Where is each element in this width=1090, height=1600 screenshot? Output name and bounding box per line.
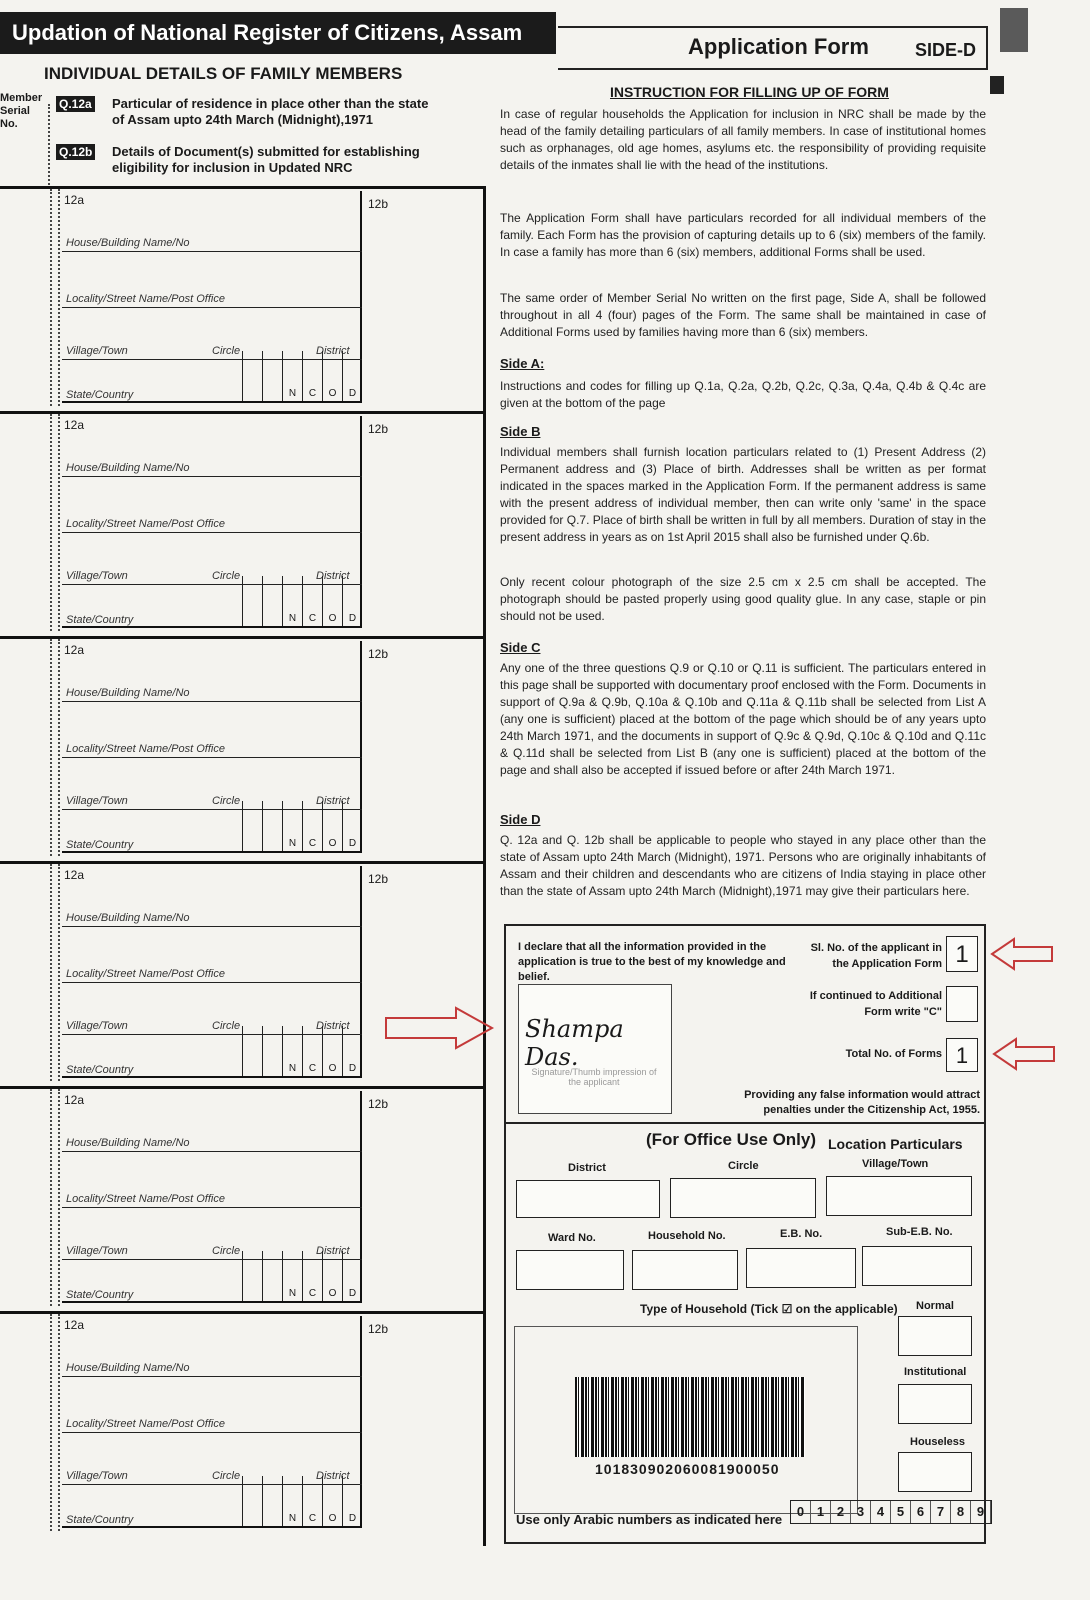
signature-box[interactable] — [518, 984, 672, 1114]
total-field[interactable]: 1 — [946, 1038, 978, 1072]
residence-fields — [62, 191, 362, 403]
circle-field[interactable] — [670, 1178, 816, 1218]
serial-strip — [50, 1089, 60, 1306]
digit-sample: 2 — [831, 1501, 851, 1523]
tag-12a: 12a — [64, 643, 85, 657]
code-box[interactable]: O — [322, 1476, 342, 1526]
tag-12a: 12a — [64, 193, 85, 207]
circle-label: Circle — [212, 570, 241, 582]
question-text: Details of Document(s) submitted for establishing eligibility for inclusion in Updated NRC — [112, 144, 420, 175]
form-name: Application Form — [688, 34, 869, 59]
code-box[interactable]: N — [282, 1026, 302, 1076]
tag-12b: 12b — [368, 197, 389, 211]
code-box[interactable]: D — [342, 351, 362, 401]
member-block — [0, 1311, 486, 1531]
code-box[interactable]: O — [322, 351, 342, 401]
code-box[interactable]: N — [282, 576, 302, 626]
code-box[interactable] — [242, 801, 262, 851]
code-box[interactable] — [262, 1026, 282, 1076]
village-field[interactable] — [826, 1176, 972, 1216]
arrow-right-icon — [384, 1006, 496, 1050]
side-b-text: Individual members shall furnish location particulars related to (1) Present Address (2) Permanent address and (3) Place of birth. Addresses shall be written as per format indicated in the spaces marked in the Application Form. If the permanent address is same with the present address of individual member, then can write only 'same' in the space provided for Q.7. Place of birth shall be written in full by all members. Duration of stay in the present address in years as on 1st April 2015 shall also be furnished under Q.6b. — [500, 445, 986, 544]
code-box[interactable]: C — [302, 1026, 322, 1076]
residence-fields — [62, 416, 362, 628]
serial-strip — [50, 639, 60, 856]
serial-strip — [50, 414, 60, 631]
side-c-heading: Side C — [500, 640, 541, 655]
continued-field[interactable] — [946, 986, 978, 1022]
sl-no-label: Sl. No. of the applicant in the Application Form — [810, 942, 942, 970]
code-box[interactable]: D — [342, 801, 362, 851]
code-box[interactable]: N — [282, 801, 302, 851]
tag-12b: 12b — [368, 872, 389, 886]
state-field[interactable]: State/Country — [66, 1514, 134, 1526]
code-box[interactable]: C — [302, 1251, 322, 1301]
code-box[interactable]: N — [282, 351, 302, 401]
signature-caption: Signature/Thumb impression of the applicant — [531, 1067, 657, 1087]
member-block — [0, 186, 486, 406]
eb-field[interactable] — [746, 1248, 856, 1288]
member-block — [0, 1086, 486, 1306]
household-type-label: Type of Household (Tick ☑ on the applicable) — [640, 1302, 898, 1316]
barcode-area — [514, 1326, 858, 1514]
barcode-icon — [575, 1377, 805, 1457]
question-text: Particular of residence in place other than the state of Assam upto 24th March (Midnight),1971 — [112, 96, 429, 127]
continued-label: If continued to Additional Form write "C" — [809, 990, 942, 1018]
house-field[interactable]: House/Building Name/No — [62, 1316, 362, 1377]
serial-strip — [50, 189, 60, 406]
code-box[interactable]: C — [302, 1476, 322, 1526]
village-field[interactable]: Village/Town Circle District — [62, 1432, 362, 1485]
state-field[interactable]: State/Country — [66, 389, 134, 401]
code-box[interactable]: D — [342, 1476, 362, 1526]
circle-label: Circle — [728, 1160, 759, 1172]
house-field[interactable]: House/Building Name/No — [62, 1091, 362, 1152]
side-a-text: Instructions and codes for filling up Q.1a, Q.2a, Q.2b, Q.2c, Q.3a, Q.4a, Q.4b & Q.4c are given at the bottom of the page — [500, 379, 986, 410]
total-label: Total No. of Forms — [845, 1048, 942, 1060]
code-box[interactable]: C — [302, 576, 322, 626]
member-blocks — [0, 186, 486, 1546]
district-label: District — [316, 795, 350, 807]
state-field[interactable]: State/Country — [66, 1289, 134, 1301]
side-label: SIDE-D — [914, 40, 976, 60]
side-c-text: Any one of the three questions Q.9 or Q.10 or Q.11 is sufficient. The particulars entered in this page shall be supported with documentary proof enclosed with the Form. Documents in support of Q.9a & Q.9b, Q.10a & Q.10b and Q.11a & Q.11b shall be selected from List A (any one is sufficient) placed at the bottom of the page which should be of any years upto 24th March 1971, and the documents in support of Q.9c & Q.9d, Q.10c & Q.10d and Q.11c & Q.11d shall be selected from List B (any one is sufficient) placed at the bottom of the page and shall also be accepted if issued before or after 24th March 1971. — [500, 661, 986, 777]
code-box[interactable]: C — [302, 351, 322, 401]
code-box[interactable]: N — [282, 1251, 302, 1301]
circle-label: Circle — [212, 1470, 241, 1482]
tag-12b: 12b — [368, 422, 389, 436]
house-field[interactable]: House/Building Name/No — [62, 641, 362, 702]
barcode-number: 10183090206008190005​0 — [595, 1461, 780, 1477]
normal-checkbox[interactable] — [898, 1316, 972, 1356]
district-label: District — [316, 1020, 350, 1032]
code-box[interactable] — [242, 1476, 262, 1526]
digit-sample: 0 — [791, 1501, 811, 1523]
code-box[interactable] — [262, 351, 282, 401]
member-block — [0, 636, 486, 856]
code-box[interactable] — [242, 1251, 262, 1301]
household-label: Household No. — [648, 1230, 726, 1242]
dotted-divider — [48, 104, 52, 188]
code-box[interactable] — [262, 1251, 282, 1301]
corner-mark-small — [990, 76, 1004, 94]
ward-field[interactable] — [516, 1250, 624, 1290]
tag-12b: 12b — [368, 647, 389, 661]
side-a-heading: Side A: — [500, 356, 545, 371]
residence-fields — [62, 641, 362, 853]
district-label: District — [316, 570, 350, 582]
arabic-digits — [790, 1500, 992, 1524]
village-field[interactable]: Village/Town Circle District — [62, 307, 362, 360]
code-box[interactable] — [262, 576, 282, 626]
code-box[interactable] — [242, 576, 262, 626]
arrow-left-icon — [990, 936, 1056, 972]
ward-label: Ward No. — [548, 1232, 596, 1244]
section-title: INDIVIDUAL DETAILS OF FAMILY MEMBERS — [44, 64, 403, 83]
house-field[interactable]: House/Building Name/No — [62, 866, 362, 927]
state-field[interactable]: State/Country — [66, 614, 134, 626]
code-box[interactable]: D — [342, 1251, 362, 1301]
houseless-checkbox[interactable] — [898, 1452, 972, 1492]
code-box[interactable] — [242, 1026, 262, 1076]
digit-sample: 3 — [851, 1501, 871, 1523]
code-box[interactable]: C — [302, 801, 322, 851]
digit-sample: 1 — [811, 1501, 831, 1523]
circle-label: Circle — [212, 1020, 241, 1032]
corner-mark — [1000, 8, 1028, 52]
circle-label: Circle — [212, 795, 241, 807]
village-field[interactable]: Village/Town Circle District — [62, 757, 362, 810]
district-label: District — [316, 345, 350, 357]
digit-sample: 9 — [971, 1501, 991, 1523]
member-block — [0, 411, 486, 631]
tag-12a: 12a — [64, 1093, 85, 1107]
sl-no-field[interactable]: 1 — [946, 936, 978, 972]
residence-fields — [62, 866, 362, 1078]
signature: Shampa Das. — [525, 1015, 624, 1071]
tag-12a: 12a — [64, 418, 85, 432]
locality-field[interactable]: Locality/Street Name/Post Office — [62, 1376, 362, 1433]
household-field[interactable] — [632, 1250, 738, 1290]
residence-fields — [62, 1316, 362, 1528]
tag-12a: 12a — [64, 1318, 85, 1332]
village-field[interactable]: Village/Town Circle District — [62, 1207, 362, 1260]
question-12b — [54, 144, 434, 175]
code-box[interactable] — [242, 351, 262, 401]
main-title: Updation of National Register of Citizens, Assam — [0, 12, 556, 54]
code-box[interactable] — [262, 801, 282, 851]
location-heading: Location Particulars — [828, 1136, 963, 1152]
serial-strip — [50, 864, 60, 1081]
code-box[interactable]: D — [342, 1026, 362, 1076]
district-label: District — [316, 1245, 350, 1257]
instruction-para: The same order of Member Serial No written on the first page, Side A, shall be followed throughout in all 4 (four) pages of the Form. The same shall be maintained in case of Additional Forms used by families having more than 6 (six) members. — [500, 291, 986, 339]
tag-12b: 12b — [368, 1322, 389, 1336]
code-box[interactable]: O — [322, 1026, 342, 1076]
form-title-box — [558, 26, 988, 70]
houseless-label: Houseless — [910, 1436, 966, 1448]
code-box[interactable] — [262, 1476, 282, 1526]
district-label: District — [568, 1162, 606, 1174]
circle-label: Circle — [212, 345, 241, 357]
declaration-text: I declare that all the information provided in the application is true to the best of my knowledge and belief. — [518, 941, 786, 983]
question-12a — [54, 96, 434, 127]
subeb-label: Sub-E.B. No. — [886, 1226, 953, 1238]
arabic-numbers-label: Use only Arabic numbers as indicated here — [516, 1512, 783, 1527]
instruction-para: In case of regular households the Application for inclusion in NRC shall be made by the head of the family detailing particulars of all family members. In case of institutional homes such as orphanages, old age homes, asylums etc. the responsibility of providing requisite details of the inmates shall lie with the head of the institutions. — [500, 107, 986, 172]
village-field[interactable]: Village/Town Circle District — [62, 532, 362, 585]
question-tag: Q.12b — [56, 144, 95, 160]
locality-field[interactable]: Locality/Street Name/Post Office — [62, 701, 362, 758]
side-d-text: Q. 12a and Q. 12b shall be applicable to people who stayed in any place other than the state of Assam upto 24th March (Midnight), 1971. Persons who are originally inhabitants of Assam and their children and descendants who are citizens of India staying in place other than the state of Assam upto 24th March (Midnight),1971 may give their particulars here. — [500, 833, 986, 898]
locality-field[interactable]: Locality/Street Name/Post Office — [62, 1151, 362, 1208]
house-field[interactable]: House/Building Name/No — [62, 191, 362, 252]
code-box[interactable]: O — [322, 801, 342, 851]
locality-field[interactable]: Locality/Street Name/Post Office — [62, 251, 362, 308]
subeb-field[interactable] — [862, 1246, 972, 1286]
code-box[interactable]: O — [322, 1251, 342, 1301]
side-b-heading: Side B — [500, 424, 541, 439]
state-field[interactable]: State/Country — [66, 1064, 134, 1076]
district-field[interactable] — [516, 1180, 660, 1218]
digit-sample: 7 — [931, 1501, 951, 1523]
member-serial-label: Member Serial No. — [0, 92, 43, 130]
code-box[interactable]: N — [282, 1476, 302, 1526]
side-d-heading: Side D — [500, 812, 541, 827]
arrow-left-icon — [992, 1036, 1058, 1072]
residence-fields — [62, 1091, 362, 1303]
normal-label: Normal — [916, 1300, 954, 1312]
eb-label: E.B. No. — [780, 1228, 823, 1240]
digit-sample: 5 — [891, 1501, 911, 1523]
village-label: Village/Town — [862, 1158, 929, 1170]
office-heading: (For Office Use Only) — [646, 1130, 817, 1149]
instructions-title: INSTRUCTION FOR FILLING UP OF FORM — [610, 84, 889, 100]
code-box[interactable]: D — [342, 576, 362, 626]
locality-field[interactable]: Locality/Street Name/Post Office — [62, 926, 362, 983]
declaration-box — [504, 924, 986, 1124]
digit-sample: 4 — [871, 1501, 891, 1523]
penalty-note: Providing any false information would attract penalties under the Citizenship Act, 1955. — [744, 1089, 980, 1116]
side-b-text2: Only recent colour photograph of the size 2.5 cm x 2.5 cm shall be accepted. The photograph should be pasted properly using good quality glue. In any case, staple or pin should not be used. — [500, 575, 986, 623]
locality-field[interactable]: Locality/Street Name/Post Office — [62, 476, 362, 533]
house-field[interactable]: House/Building Name/No — [62, 416, 362, 477]
institutional-checkbox[interactable] — [898, 1384, 972, 1424]
village-field[interactable]: Village/Town Circle District — [62, 982, 362, 1035]
instruction-para: The Application Form shall have particulars recorded for all individual members of the family. Each Form has the provision of capturing details up to 6 (six) members of the family. In case a family has more than 6 (six) members, additional Forms shall be used. — [500, 211, 986, 259]
circle-label: Circle — [212, 1245, 241, 1257]
code-box[interactable]: O — [322, 576, 342, 626]
tag-12a: 12a — [64, 868, 85, 882]
state-field[interactable]: State/Country — [66, 839, 134, 851]
institutional-label: Institutional — [904, 1366, 967, 1378]
tag-12b: 12b — [368, 1097, 389, 1111]
serial-strip — [50, 1314, 60, 1531]
district-label: District — [316, 1470, 350, 1482]
digit-sample: 8 — [951, 1501, 971, 1523]
digit-sample: 6 — [911, 1501, 931, 1523]
question-tag: Q.12a — [56, 96, 95, 112]
